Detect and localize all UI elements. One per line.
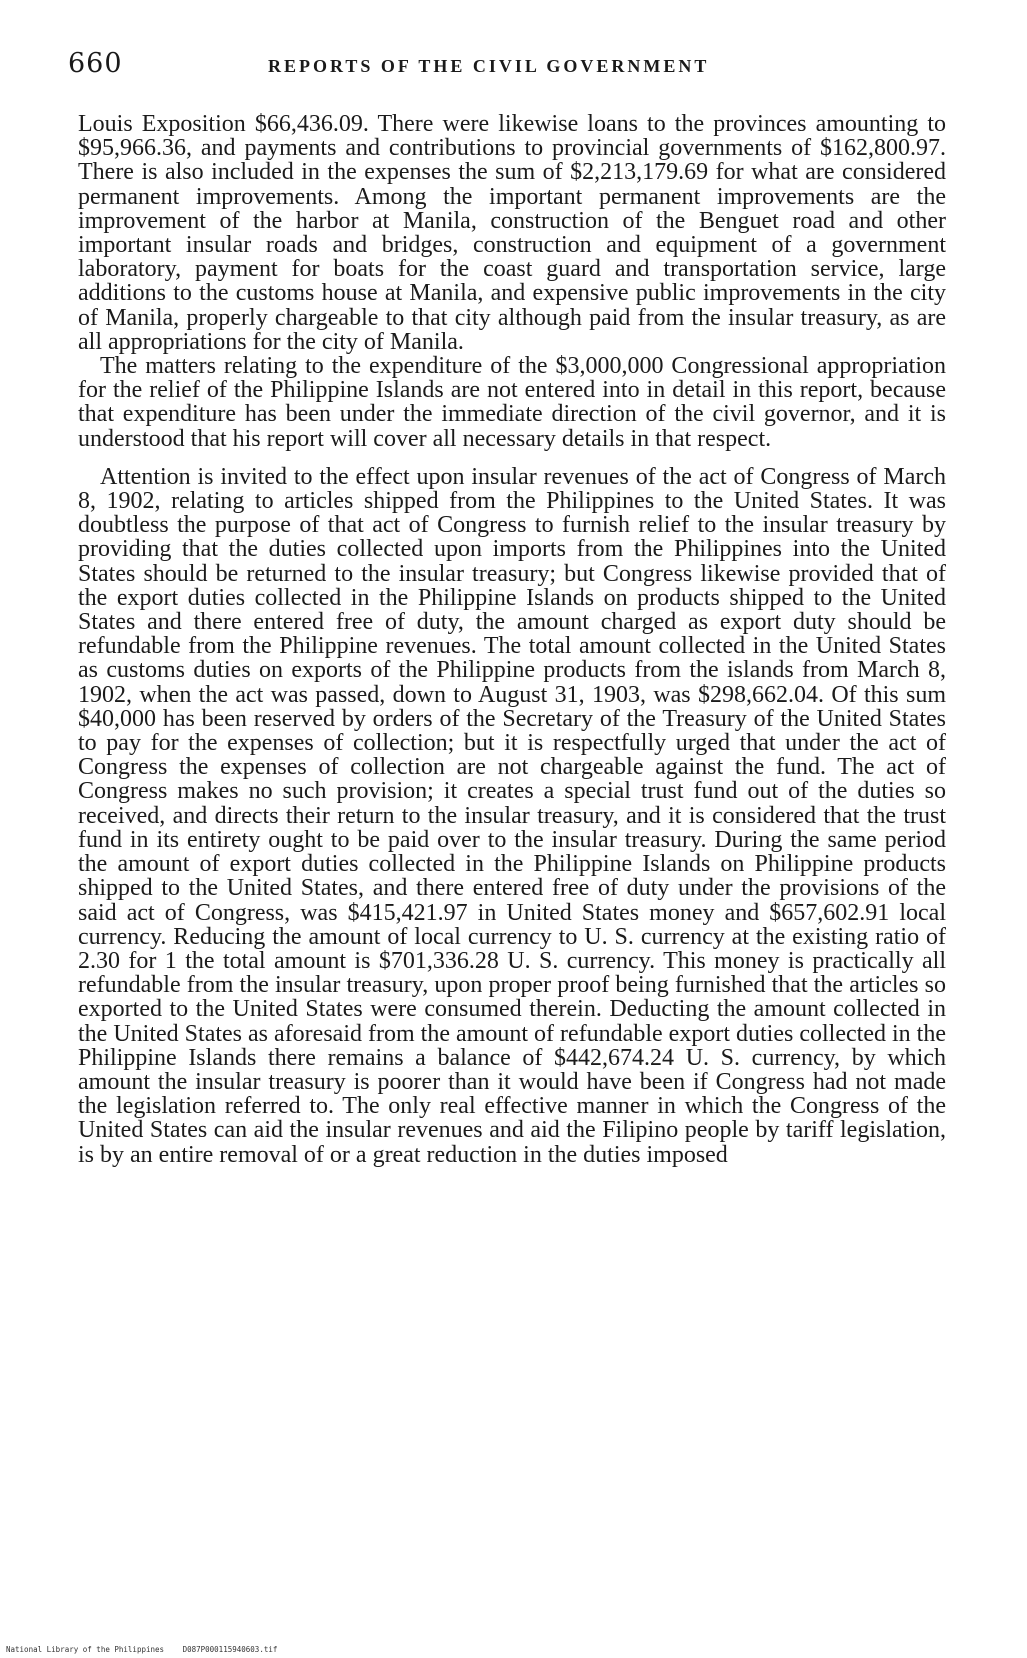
page-number: 660 — [68, 48, 123, 79]
body-text — [78, 112, 946, 1167]
paragraph-congressional-appropriation: The matters relating to the expenditure of the $3,000,000 Congressional appropriation for the relief of the Philippine Islands are not entered into in detail in this report, because that expenditure has been under the immediate direction of the civil governor, and it is understood that his report will cover all necessary details in that respect. — [78, 353, 946, 452]
running-head: REPORTS OF THE CIVIL GOVERNMENT — [268, 56, 710, 76]
paragraph-export-duties: Attention is invited to the effect upon insular revenues of the act of Congress of March 8, 1902, relating to articles shipped from the Philippines to the United States. It was doubtless the purpose of that act of Congress to furnish relief to the insular treasury by providing that the duties collected upon imports from the Philippines into the United States should be returned to the insular treasury; but Congress likewise provided that of the export duties collected in the Philippine Islands on products shipped to the United States and there entered free of duty, the amount charged as export duty should be refundable from the Philippine revenues. The total amount collected in the United States as customs duties on exports of the Philippine products from the islands from March 8, 1902, when the act was passed, down to August 31, 1903, was $298,662.04. Of this sum $40,000 has been reserved by orders of the Secretary of the Treasury of the United States to pay for the expenses of collection; but it is respectfully urged that under the act of Congress the expenses of collection are not chargeable against the fund. The act of Congress makes no such provision; it creates a special trust fund out of the duties so received, and directs their return to the insular treasury, and it is considered that the trust fund in its entirety ought to be paid over to the insular treasury. During the same period the amount of export duties collected in the Philippine Islands on Philippine products shipped to the United States, and there entered free of duty under the provisions of the said act of Congress, was $415,421.97 in United States money and $657,602.91 local currency. Reducing the amount of local currency to U. S. currency at the existing ratio of 2.30 for 1 the total amount is $701,336.28 U. S. currency. This money is practically all refundable from the insular treasury, upon proper proof being furnished that the articles so exported to the United States were consumed therein. Deducting the amount collected in the United States as aforesaid from the amount of refundable export duties collected in the Philippine Islands there remains a balance of $442,674.24 U. S. currency, by which amount the insular treasury is poorer than it would have been if Congress had not made the legislation referred to. The only real effective manner in which the Congress of the United States can aid the insular revenues and aid the Filipino people by tariff legislation, is by an entire removal of or a great reduction in the duties imposed — [78, 463, 946, 1168]
paragraph-expenses: Louis Exposition $66,436.09. There were likewise loans to the provinces amounting to $95,966.36, and payments and contributions to provincial governments of $162,800.97. There is also included in the expenses the sum of $2,213,179.69 for what are considered permanent improvements. Among the important permanent improvements are the improvement of the harbor at Manila, construction of the Benguet road and other important insular roads and bridges, construction and equipment of a government laboratory, payment for boats for the coast guard and transportation service, large additions to the customs house at Manila, and expensive public improvements in the city of Manila, properly chargeable to that city although paid from the insular treasury, as are all appropriations for the city of Manila. — [78, 111, 946, 355]
scan-filename: D087P000115940603.tif — [182, 1645, 278, 1654]
page-header — [68, 48, 948, 88]
scan-footer — [6, 1645, 277, 1654]
library-credit: National Library of the Philippines — [6, 1645, 165, 1654]
